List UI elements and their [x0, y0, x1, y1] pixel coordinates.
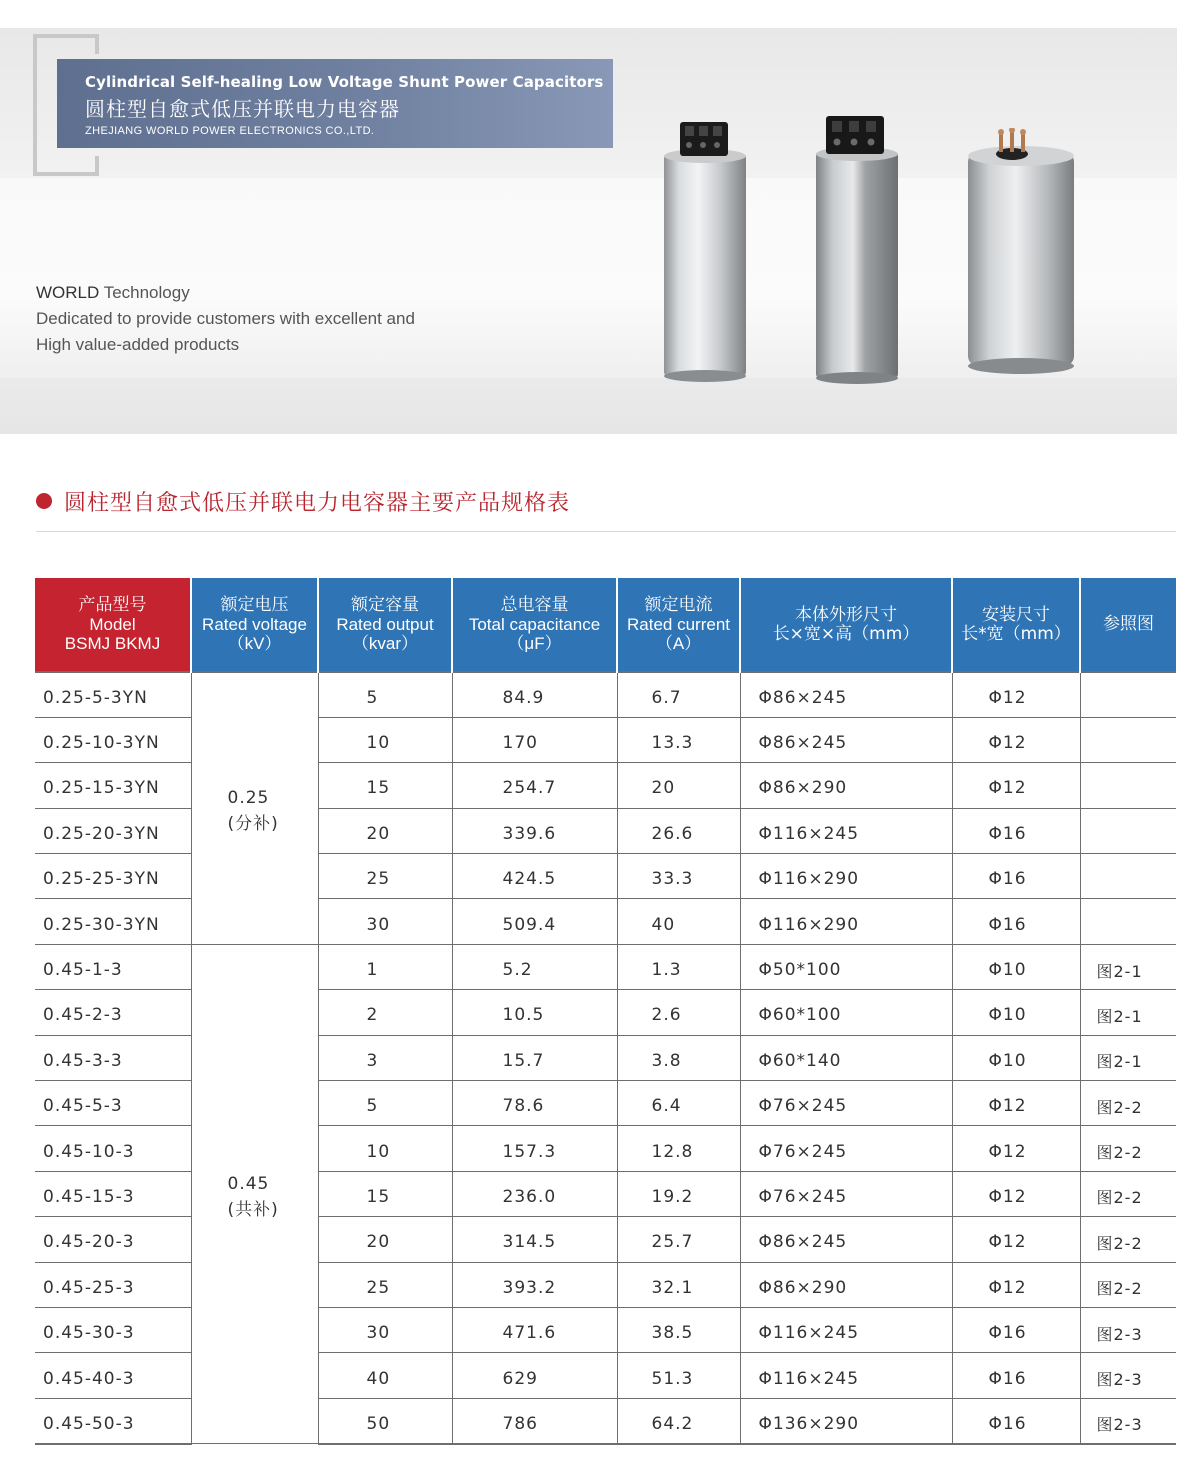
cell-output: 50 [318, 1398, 452, 1443]
voltage-value: 0.45 [227, 1173, 270, 1194]
cell-model: 0.45-30-3 [35, 1307, 191, 1352]
table-row [35, 944, 1176, 989]
tagline-brand: WORLD [36, 283, 100, 302]
cell-reference: 图2-1 [1080, 944, 1176, 989]
cell-current: 6.4 [617, 1081, 740, 1126]
header-current [617, 578, 740, 672]
cell-current: 2.6 [617, 990, 740, 1035]
cell-mounting: Φ12 [952, 1171, 1080, 1216]
cell-current: 26.6 [617, 808, 740, 853]
header-model-cn: 产品型号 [78, 595, 147, 615]
cell-output: 2 [318, 990, 452, 1035]
cell-dimensions: Φ116×290 [740, 899, 952, 944]
cell-output: 20 [318, 808, 452, 853]
cell-mounting: Φ12 [952, 1081, 1080, 1126]
title-box [57, 59, 613, 148]
cell-output: 40 [318, 1353, 452, 1398]
table-body [35, 672, 1176, 1444]
cell-current: 25.7 [617, 1217, 740, 1262]
header-mounting-cn: 安装尺寸 [982, 604, 1050, 625]
cell-model: 0.45-5-3 [35, 1081, 191, 1126]
cell-model: 0.25-20-3YN [35, 808, 191, 853]
header-voltage-en: Rated voltage [202, 615, 307, 634]
tagline-line-2: Dedicated to provide customers with excellent and [36, 309, 415, 328]
table-header-row [35, 578, 1176, 672]
cell-dimensions: Φ60*140 [740, 1035, 952, 1080]
spec-table [35, 578, 1176, 1445]
cell-reference: 图2-2 [1080, 1081, 1176, 1126]
cell-dimensions: Φ116×245 [740, 1307, 952, 1352]
section-divider [36, 531, 1176, 532]
cell-model: 0.25-25-3YN [35, 854, 191, 899]
cell-voltage-group [191, 944, 318, 1443]
cell-current: 32.1 [617, 1262, 740, 1307]
voltage-value: 0.25 [227, 788, 270, 809]
cell-output: 15 [318, 1171, 452, 1216]
capacitor-3-terminal-block-icon [660, 120, 750, 385]
cell-mounting: Φ16 [952, 1353, 1080, 1398]
title-frame-tick-top [95, 34, 99, 54]
cell-reference: 图2-1 [1080, 1035, 1176, 1080]
header-output-unit: （kvar） [351, 634, 419, 653]
tagline [36, 280, 415, 358]
section-title [36, 486, 570, 516]
tagline-brand-rest: Technology [99, 283, 190, 302]
cell-reference [1080, 854, 1176, 899]
cell-model: 0.45-20-3 [35, 1217, 191, 1262]
cell-capacitance: 314.5 [452, 1217, 617, 1262]
header-voltage-unit: （kV） [227, 634, 282, 653]
cell-model: 0.45-15-3 [35, 1171, 191, 1216]
header-model-en: Model [89, 615, 136, 634]
header-dimensions-unit: 长×宽×高（mm） [772, 623, 920, 644]
cell-reference: 图2-2 [1080, 1171, 1176, 1216]
cell-mounting: Φ16 [952, 1307, 1080, 1352]
cell-capacitance: 424.5 [452, 854, 617, 899]
cell-capacitance: 236.0 [452, 1171, 617, 1216]
cell-mounting: Φ12 [952, 763, 1080, 808]
cell-capacitance: 170 [452, 717, 617, 762]
cell-current: 33.3 [617, 854, 740, 899]
capacitor-3-pin-icon [964, 128, 1078, 378]
header-current-en: Rated current [627, 615, 730, 634]
cell-dimensions: Φ136×290 [740, 1398, 952, 1443]
cell-capacitance: 10.5 [452, 990, 617, 1035]
cell-mounting: Φ12 [952, 717, 1080, 762]
header-capacitance-unit: （μF） [507, 634, 562, 653]
company-name: ZHEJIANG WORLD POWER ELECTRONICS CO.,LTD. [85, 125, 375, 137]
cell-output: 20 [318, 1217, 452, 1262]
cell-capacitance: 629 [452, 1353, 617, 1398]
cell-dimensions: Φ86×245 [740, 717, 952, 762]
cell-model: 0.45-3-3 [35, 1035, 191, 1080]
header-reference-cn: 参照图 [1103, 614, 1154, 634]
capacitor-3-terminal-block-tall-icon [812, 116, 902, 386]
capacitor-product-image-2 [812, 116, 902, 386]
cell-dimensions: Φ86×245 [740, 672, 952, 717]
voltage-note: (分补) [227, 814, 279, 835]
cell-mounting: Φ12 [952, 672, 1080, 717]
header-reference [1080, 578, 1176, 672]
cell-reference: 图2-2 [1080, 1217, 1176, 1262]
cell-output: 30 [318, 899, 452, 944]
tagline-line-3: High value-added products [36, 335, 240, 354]
cell-current: 20 [617, 763, 740, 808]
cell-mounting: Φ16 [952, 854, 1080, 899]
cell-current: 13.3 [617, 717, 740, 762]
cell-dimensions: Φ116×290 [740, 854, 952, 899]
bullet-dot-icon [36, 493, 52, 509]
cell-output: 5 [318, 1081, 452, 1126]
cell-model: 0.45-50-3 [35, 1398, 191, 1443]
title-frame-tick-bottom [95, 156, 99, 176]
cell-model: 0.25-30-3YN [35, 899, 191, 944]
cell-mounting: Φ16 [952, 808, 1080, 853]
header-output-en: Rated output [336, 615, 434, 634]
header-model [35, 578, 191, 672]
cell-current: 38.5 [617, 1307, 740, 1352]
cell-model: 0.45-25-3 [35, 1262, 191, 1307]
header-mounting-unit: 长*宽（mm） [961, 623, 1071, 644]
cell-output: 3 [318, 1035, 452, 1080]
header-output-cn: 额定容量 [351, 595, 419, 615]
cell-model: 0.25-10-3YN [35, 717, 191, 762]
cell-reference: 图2-2 [1080, 1262, 1176, 1307]
cell-reference [1080, 808, 1176, 853]
cell-current: 1.3 [617, 944, 740, 989]
cell-current: 19.2 [617, 1171, 740, 1216]
cell-voltage-group [191, 672, 318, 944]
cell-mounting: Φ12 [952, 1217, 1080, 1262]
table-row [35, 672, 1176, 717]
cell-dimensions: Φ76×245 [740, 1171, 952, 1216]
cell-mounting: Φ16 [952, 1398, 1080, 1443]
cell-capacitance: 786 [452, 1398, 617, 1443]
cell-reference [1080, 899, 1176, 944]
cell-capacitance: 84.9 [452, 672, 617, 717]
hero-banner [0, 28, 1177, 434]
cell-capacitance: 15.7 [452, 1035, 617, 1080]
cell-model: 0.45-40-3 [35, 1353, 191, 1398]
cell-dimensions: Φ116×245 [740, 1353, 952, 1398]
cell-capacitance: 5.2 [452, 944, 617, 989]
cell-dimensions: Φ76×245 [740, 1126, 952, 1171]
cell-output: 25 [318, 854, 452, 899]
cell-output: 1 [318, 944, 452, 989]
cell-current: 3.8 [617, 1035, 740, 1080]
tagline-line-1 [36, 280, 415, 306]
cell-dimensions: Φ116×245 [740, 808, 952, 853]
cell-current: 51.3 [617, 1353, 740, 1398]
header-current-unit: （A） [655, 634, 702, 653]
header-voltage-cn: 额定电压 [220, 595, 289, 615]
cell-current: 64.2 [617, 1398, 740, 1443]
cell-dimensions: Φ60*100 [740, 990, 952, 1035]
capacitor-product-image-3 [964, 128, 1078, 378]
cell-mounting: Φ10 [952, 944, 1080, 989]
cell-mounting: Φ10 [952, 1035, 1080, 1080]
cell-dimensions: Φ50*100 [740, 944, 952, 989]
cell-capacitance: 157.3 [452, 1126, 617, 1171]
cell-reference: 图2-3 [1080, 1353, 1176, 1398]
cell-reference: 图2-3 [1080, 1307, 1176, 1352]
header-dimensions [740, 578, 952, 672]
cell-model: 0.45-10-3 [35, 1126, 191, 1171]
capacitor-product-image-1 [660, 120, 750, 385]
cell-reference: 图2-2 [1080, 1126, 1176, 1171]
cell-capacitance: 471.6 [452, 1307, 617, 1352]
title-english: Cylindrical Self-healing Low Voltage Shunt Power Capacitors [85, 73, 604, 91]
cell-mounting: Φ12 [952, 1126, 1080, 1171]
header-model-series: BSMJ BKMJ [64, 634, 161, 653]
cell-output: 5 [318, 672, 452, 717]
cell-model: 0.45-2-3 [35, 990, 191, 1035]
header-capacitance-en: Total capacitance [468, 615, 601, 634]
cell-capacitance: 339.6 [452, 808, 617, 853]
cell-current: 12.8 [617, 1126, 740, 1171]
header-dimensions-cn: 本体外形尺寸 [795, 604, 897, 625]
cell-output: 10 [318, 717, 452, 762]
cell-mounting: Φ12 [952, 1262, 1080, 1307]
cell-capacitance: 254.7 [452, 763, 617, 808]
cell-reference [1080, 763, 1176, 808]
cell-capacitance: 393.2 [452, 1262, 617, 1307]
cell-reference: 图2-3 [1080, 1398, 1176, 1443]
section-title-text: 圆柱型自愈式低压并联电力电容器主要产品规格表 [64, 490, 571, 516]
header-voltage [191, 578, 318, 672]
cell-output: 30 [318, 1307, 452, 1352]
header-output [318, 578, 452, 672]
cell-dimensions: Φ76×245 [740, 1081, 952, 1126]
cell-dimensions: Φ86×290 [740, 763, 952, 808]
cell-mounting: Φ10 [952, 990, 1080, 1035]
cell-reference [1080, 672, 1176, 717]
cell-model: 0.45-1-3 [35, 944, 191, 989]
cell-current: 40 [617, 899, 740, 944]
cell-output: 15 [318, 763, 452, 808]
header-current-cn: 额定电流 [644, 595, 713, 615]
cell-model: 0.25-15-3YN [35, 763, 191, 808]
header-capacitance-cn: 总电容量 [500, 595, 569, 615]
cell-reference [1080, 717, 1176, 762]
title-chinese: 圆柱型自愈式低压并联电力电容器 [85, 97, 400, 121]
cell-dimensions: Φ86×245 [740, 1217, 952, 1262]
cell-capacitance: 78.6 [452, 1081, 617, 1126]
cell-model: 0.25-5-3YN [35, 672, 191, 717]
cell-output: 10 [318, 1126, 452, 1171]
cell-mounting: Φ16 [952, 899, 1080, 944]
voltage-note: (共补) [227, 1199, 279, 1220]
cell-reference: 图2-1 [1080, 990, 1176, 1035]
cell-dimensions: Φ86×290 [740, 1262, 952, 1307]
cell-capacitance: 509.4 [452, 899, 617, 944]
cell-output: 25 [318, 1262, 452, 1307]
header-capacitance [452, 578, 617, 672]
cell-current: 6.7 [617, 672, 740, 717]
header-mounting [952, 578, 1080, 672]
